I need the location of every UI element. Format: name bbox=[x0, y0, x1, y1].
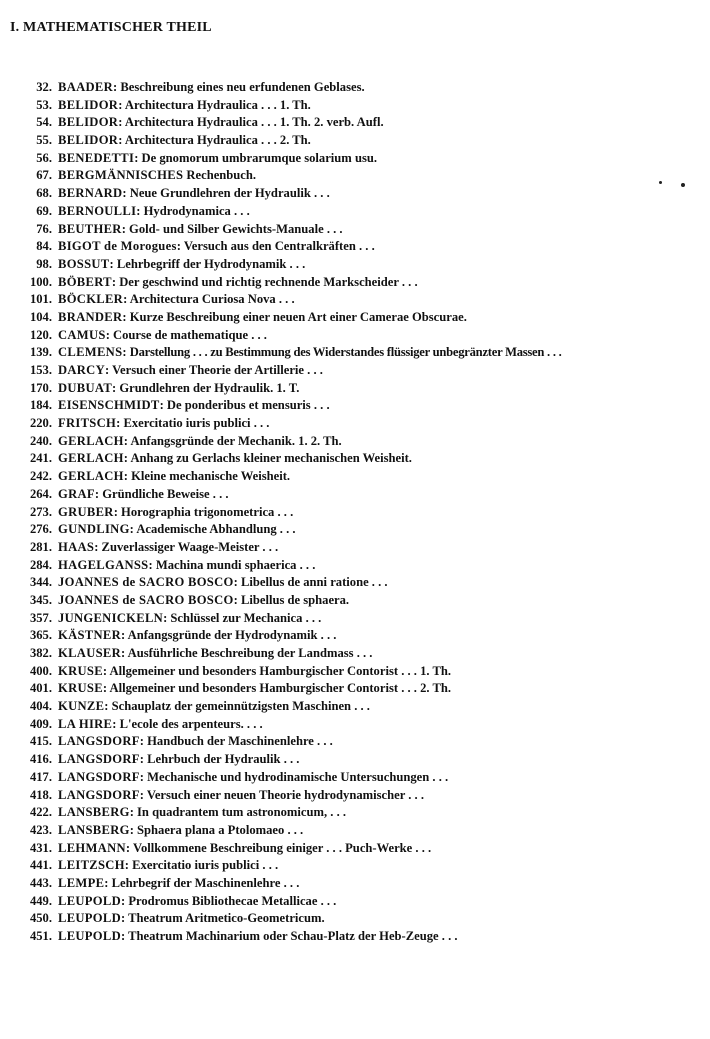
list-item bbox=[14, 362, 710, 380]
entry-title: Rechenbuch. bbox=[186, 168, 257, 183]
entry-text: HAAS: Zuverlassiger Waage-Meister . . . bbox=[58, 539, 279, 554]
entry-number: 139. bbox=[29, 345, 52, 360]
entry-text: GRUBER: Horographia trigonometrica . . . bbox=[58, 504, 294, 519]
entry-author: BÖCKLER bbox=[58, 292, 124, 307]
list-item bbox=[14, 822, 710, 840]
list-item bbox=[14, 857, 710, 875]
list-item bbox=[14, 875, 710, 893]
entry-author: KRUSE bbox=[58, 681, 103, 696]
entry-text: CLEMENS: Darstellung . . . zu Bestimmung des Widerstandes flüssiger unbegränzter Massen . . . bbox=[58, 345, 562, 360]
entry-text: BERNOULLI: Hydrodynamica . . . bbox=[58, 203, 250, 218]
entry-text: BELIDOR: Architectura Hydraulica . . . 1. Th. 2. verb. Aufl. bbox=[58, 115, 384, 130]
entry-title: Horographia trigonometrica . . . bbox=[121, 504, 294, 519]
entry-title: De ponderibus et mensuris . . . bbox=[166, 398, 330, 413]
list-item bbox=[14, 645, 710, 663]
entry-text: KLAUSER: Ausführliche Beschreibung der Landmass . . . bbox=[58, 646, 373, 660]
print-speck bbox=[659, 181, 662, 184]
list-item bbox=[14, 486, 710, 504]
entry-text: BIGOT de Morogues: Versuch aus den Centralkräften . . . bbox=[58, 239, 375, 254]
print-speck bbox=[681, 183, 685, 187]
entry-author: GERLACH bbox=[58, 469, 124, 484]
entry-text: GERLACH: Kleine mechanische Weisheit. bbox=[58, 469, 291, 484]
list-item bbox=[14, 751, 710, 769]
entry-number: 98. bbox=[36, 256, 52, 271]
entry-author: LANGSDORF bbox=[58, 769, 140, 784]
entry-number: 101. bbox=[29, 292, 52, 307]
entry-text: JOANNES de SACRO BOSCO: Libellus de anni ratione . . . bbox=[58, 575, 388, 590]
list-item bbox=[14, 327, 710, 345]
entry-author: BENEDETTI bbox=[58, 150, 135, 165]
entry-number: 422. bbox=[29, 805, 52, 820]
list-item bbox=[14, 804, 710, 822]
list-item bbox=[14, 769, 710, 787]
entry-number: 404. bbox=[29, 699, 52, 714]
entry-author: BÖBERT bbox=[58, 274, 112, 289]
entry-title: Versuch aus den Centralkräften . . . bbox=[183, 239, 375, 254]
entry-text: LANSBERG: Sphaera plana a Ptolomaeo . . . bbox=[58, 822, 304, 837]
entry-title: Anfangsgründe der Mechanik. 1. 2. Th. bbox=[130, 433, 342, 448]
entry-title: Versuch einer Theorie der Artillerie . . . bbox=[112, 363, 323, 377]
entry-title: Architectura Hydraulica . . . 1. Th. 2. verb. Aufl. bbox=[124, 115, 384, 130]
entry-title: Libellus de anni ratione . . . bbox=[240, 575, 388, 590]
entry-text: HAGELGANSS: Machina mundi sphaerica . . . bbox=[58, 557, 316, 572]
list-item bbox=[14, 238, 710, 256]
entry-title: Gold- und Silber Gewichts-Manuale . . . bbox=[129, 221, 343, 236]
entry-author: KLAUSER bbox=[58, 646, 121, 660]
list-item bbox=[14, 309, 710, 327]
entry-text: BAADER: Beschreibung eines neu erfundenen Geblases. bbox=[58, 80, 365, 94]
entry-text: BÖBERT: Der geschwind und richtig rechnende Markscheider . . . bbox=[58, 274, 418, 289]
list-item bbox=[14, 397, 710, 415]
entry-title: Hydrodynamica . . . bbox=[143, 203, 250, 218]
entry-number: 170. bbox=[29, 380, 52, 395]
entry-text: LEUPOLD: Theatrum Machinarium oder Schau-Platz der Heb-Zeuge . . . bbox=[58, 929, 458, 943]
entry-text: GRAF: Gründliche Beweise . . . bbox=[58, 486, 229, 501]
entry-text: BELIDOR: Architectura Hydraulica . . . 2. Th. bbox=[58, 133, 311, 148]
entry-text: BELIDOR: Architectura Hydraulica . . . 1. Th. bbox=[58, 97, 311, 112]
entry-title: Lehrbegrif der Maschinenlehre . . . bbox=[111, 875, 300, 890]
entry-text: GERLACH: Anhang zu Gerlachs kleiner mechanischen Weisheit. bbox=[58, 451, 412, 466]
list-item bbox=[14, 185, 710, 203]
entry-author: JUNGENICKELN bbox=[58, 610, 164, 625]
entry-author: KUNZE bbox=[58, 699, 105, 714]
list-item bbox=[14, 415, 710, 433]
entry-text: BRANDER: Kurze Beschreibung einer neuen Art einer Camerae Obscurae. bbox=[58, 309, 467, 324]
entry-author: LANSBERG bbox=[58, 822, 130, 837]
entry-number: 264. bbox=[29, 486, 52, 501]
entry-title: Kurze Beschreibung einer neuen Art einer Camerae Obscurae. bbox=[129, 309, 467, 324]
entry-text: LANSBERG: In quadrantem tum astronomicum, . . . bbox=[58, 805, 347, 820]
entry-number: 401. bbox=[29, 681, 52, 696]
entry-number: 240. bbox=[29, 433, 52, 448]
entry-number: 68. bbox=[36, 186, 52, 201]
entry-text: LANGSDORF: Handbuch der Maschinenlehre . . . bbox=[58, 734, 333, 749]
entry-text: LEITZSCH: Exercitatio iuris publici . . . bbox=[58, 858, 279, 873]
entry-author: BAADER bbox=[58, 80, 113, 94]
list-item bbox=[14, 928, 710, 946]
entry-text: DARCY: Versuch einer Theorie der Artillerie . . . bbox=[58, 363, 323, 377]
entry-number: 53. bbox=[36, 97, 52, 112]
list-item bbox=[14, 627, 710, 645]
entry-author: LANGSDORF bbox=[58, 734, 140, 749]
entry-title: Architectura Hydraulica . . . 2. Th. bbox=[124, 133, 311, 148]
entry-title: Architectura Curiosa Nova . . . bbox=[129, 292, 295, 307]
entry-author: CAMUS bbox=[58, 327, 106, 342]
entry-title: Allgemeiner und besonders Hamburgischer Contorist . . . 1. Th. bbox=[109, 663, 451, 678]
entry-number: 273. bbox=[29, 504, 52, 519]
entry-author: LEMPE bbox=[58, 875, 105, 890]
entry-title: Ausführliche Beschreibung der Landmass . . . bbox=[127, 646, 373, 660]
entry-text: KUNZE: Schauplatz der gemeinnützigsten Maschinen . . . bbox=[58, 699, 370, 714]
entry-title: Course de mathematique . . . bbox=[113, 327, 267, 342]
entry-text: LANGSDORF: Mechanische und hydrodinamische Untersuchungen . . . bbox=[58, 769, 449, 784]
list-item bbox=[14, 344, 710, 362]
entry-number: 242. bbox=[29, 469, 52, 484]
entry-text: KRUSE: Allgemeiner und besonders Hamburgischer Contorist . . . 2. Th. bbox=[58, 681, 451, 696]
entry-text: KÄSTNER: Anfangsgründe der Hydrodynamik . . . bbox=[58, 628, 337, 643]
entry-title: Handbuch der Maschinenlehre . . . bbox=[147, 734, 333, 749]
entry-number: 450. bbox=[29, 911, 52, 926]
entry-list bbox=[14, 79, 710, 946]
entry-title: Mechanische und hydrodinamische Untersuchungen . . . bbox=[147, 769, 449, 784]
entry-title: Exercitatio iuris publici . . . bbox=[123, 416, 270, 431]
list-item bbox=[14, 521, 710, 539]
entry-text: EISENSCHMIDT: De ponderibus et mensuris . . . bbox=[58, 398, 330, 413]
entry-number: 284. bbox=[29, 557, 52, 572]
entry-number: 276. bbox=[29, 522, 52, 537]
entry-author: GERLACH bbox=[58, 451, 124, 466]
list-item bbox=[14, 450, 710, 468]
entry-author: HAAS bbox=[58, 539, 95, 554]
entry-author: KRUSE bbox=[58, 663, 103, 678]
entry-title: De gnomorum umbrarumque solarium usu. bbox=[141, 150, 377, 165]
entry-title: Theatrum Aritmetico-Geometricum. bbox=[128, 911, 325, 926]
entry-author: BELIDOR bbox=[58, 97, 119, 112]
entry-number: 417. bbox=[29, 769, 52, 784]
entry-title: Kleine mechanische Weisheit. bbox=[131, 469, 291, 484]
entry-author: EISENSCHMIDT bbox=[58, 398, 160, 413]
entry-text: LEUPOLD: Theatrum Aritmetico-Geometricum. bbox=[58, 911, 325, 926]
entry-author: JOANNES de SACRO BOSCO bbox=[58, 592, 234, 607]
entry-number: 56. bbox=[36, 150, 52, 165]
list-item bbox=[14, 380, 710, 398]
entry-title: Lehrbuch der Hydraulik . . . bbox=[147, 752, 300, 767]
entry-author: FRITSCH bbox=[58, 416, 117, 431]
entry-author: BERNOULLI bbox=[58, 203, 137, 218]
entry-number: 76. bbox=[36, 221, 52, 236]
entry-title: Schlüssel zur Mechanica . . . bbox=[170, 610, 322, 625]
entry-author: LANGSDORF bbox=[58, 752, 140, 767]
entry-text: GUNDLING: Academische Abhandlung . . . bbox=[58, 522, 296, 537]
entry-text: BERNARD: Neue Grundlehren der Hydraulik . . . bbox=[58, 186, 330, 201]
entry-text: JUNGENICKELN: Schlüssel zur Mechanica . . . bbox=[58, 610, 322, 625]
entry-number: 120. bbox=[29, 327, 52, 342]
list-item bbox=[14, 150, 710, 168]
entry-number: 54. bbox=[36, 115, 52, 130]
entry-title: Grundlehren der Hydraulik. 1. T. bbox=[119, 380, 300, 395]
list-item bbox=[14, 291, 710, 309]
entry-text: KRUSE: Allgemeiner und besonders Hamburgischer Contorist . . . 1. Th. bbox=[58, 663, 451, 678]
entry-text: CAMUS: Course de mathematique . . . bbox=[58, 327, 267, 342]
list-item bbox=[14, 132, 710, 150]
entry-number: 184. bbox=[29, 398, 52, 413]
entry-title: Beschreibung eines neu erfundenen Geblases. bbox=[120, 80, 365, 94]
entry-number: 357. bbox=[29, 610, 52, 625]
entry-author: KÄSTNER bbox=[58, 628, 121, 643]
entry-title: In quadrantem tum astronomicum, . . . bbox=[137, 805, 347, 820]
list-item bbox=[14, 663, 710, 681]
entry-title: Academische Abhandlung . . . bbox=[136, 522, 296, 537]
entry-author: LANGSDORF bbox=[58, 787, 140, 802]
list-item bbox=[14, 716, 710, 734]
entry-author: BOSSUT bbox=[58, 256, 110, 271]
entry-title: Architectura Hydraulica . . . 1. Th. bbox=[124, 97, 311, 112]
entry-number: 441. bbox=[29, 858, 52, 873]
entry-number: 431. bbox=[29, 840, 52, 855]
entry-text: GERLACH: Anfangsgründe der Mechanik. 1. 2. Th. bbox=[58, 433, 342, 448]
list-item bbox=[14, 893, 710, 911]
entry-title: Exercitatio iuris publici . . . bbox=[132, 858, 279, 873]
entry-author: CLEMENS bbox=[58, 345, 123, 360]
entry-number: 69. bbox=[36, 203, 52, 218]
entry-author: GUNDLING bbox=[58, 522, 130, 537]
entry-number: 344. bbox=[29, 575, 52, 590]
list-item bbox=[14, 256, 710, 274]
entry-text: BOSSUT: Lehrbegriff der Hydrodynamik . . . bbox=[58, 256, 306, 271]
entry-number: 104. bbox=[29, 309, 52, 324]
entry-author: DUBUAT bbox=[58, 380, 113, 395]
list-item bbox=[14, 698, 710, 716]
entry-number: 400. bbox=[29, 663, 52, 678]
entry-author: BIGOT de Morogues bbox=[58, 239, 177, 254]
list-item bbox=[14, 114, 710, 132]
entry-title: Vollkommene Beschreibung einiger . . . Puch-Werke . . . bbox=[133, 840, 432, 855]
entry-text: LA HIRE: L'ecole des arpenteurs. . . . bbox=[58, 716, 263, 731]
entry-number: 365. bbox=[29, 628, 52, 643]
entry-author: GERLACH bbox=[58, 433, 124, 448]
entry-title: Versuch einer neuen Theorie hydrodynamischer . . . bbox=[146, 787, 424, 802]
list-item bbox=[14, 97, 710, 115]
entry-text bbox=[58, 167, 256, 185]
entry-number: 451. bbox=[29, 929, 52, 943]
entry-author: BRANDER bbox=[58, 309, 123, 324]
list-item bbox=[14, 610, 710, 628]
entry-title: Theatrum Machinarium oder Schau-Platz der Heb-Zeuge . . . bbox=[128, 929, 458, 943]
entry-author: LEITZSCH bbox=[58, 858, 125, 873]
entry-author: BELIDOR bbox=[58, 133, 119, 148]
entry-number: 409. bbox=[29, 716, 52, 731]
entry-author: DARCY bbox=[58, 363, 105, 377]
entry-title: Sphaera plana a Ptolomaeo . . . bbox=[137, 822, 304, 837]
entry-text: BENEDETTI: De gnomorum umbrarumque solarium usu. bbox=[58, 150, 377, 165]
entry-title: Allgemeiner und besonders Hamburgischer Contorist . . . 2. Th. bbox=[109, 681, 451, 696]
list-item bbox=[14, 592, 710, 610]
entry-title: Gründliche Beweise . . . bbox=[102, 486, 229, 501]
list-item bbox=[14, 433, 710, 451]
entry-number: 443. bbox=[29, 875, 52, 890]
entry-number: 281. bbox=[29, 539, 52, 554]
entry-text: LEMPE: Lehrbegrif der Maschinenlehre . . . bbox=[58, 875, 300, 890]
list-item bbox=[14, 203, 710, 221]
entry-number: 345. bbox=[29, 592, 52, 607]
entry-number: 423. bbox=[29, 822, 52, 837]
entry-author: LEUPOLD bbox=[58, 929, 121, 943]
entry-text: DUBUAT: Grundlehren der Hydraulik. 1. T. bbox=[58, 380, 300, 395]
entry-author: BERGMÄNNISCHES bbox=[58, 168, 184, 183]
entry-author: BELIDOR bbox=[58, 115, 119, 130]
entry-number: 418. bbox=[29, 787, 52, 802]
list-item bbox=[14, 221, 710, 239]
entry-title: Darstellung . . . zu Bestimmung des Widerstandes flüssiger unbegränzter Massen . . . bbox=[129, 345, 562, 360]
entry-number: 382. bbox=[29, 646, 52, 660]
list-item bbox=[14, 840, 710, 858]
entry-author: LANSBERG bbox=[58, 805, 130, 820]
list-item bbox=[14, 787, 710, 805]
entry-number: 32. bbox=[36, 80, 52, 94]
entry-number: 153. bbox=[29, 363, 52, 377]
entry-title: Libellus de sphaera. bbox=[240, 592, 350, 607]
entry-author: BEUTHER bbox=[58, 221, 122, 236]
entry-number: 100. bbox=[29, 274, 52, 289]
list-item bbox=[14, 733, 710, 751]
entry-number: 67. bbox=[36, 168, 52, 183]
entry-title: Machina mundi sphaerica . . . bbox=[155, 557, 316, 572]
entry-title: Neue Grundlehren der Hydraulik . . . bbox=[129, 186, 330, 201]
entry-number: 84. bbox=[36, 239, 52, 254]
entry-number: 416. bbox=[29, 752, 52, 767]
entry-number: 55. bbox=[36, 133, 52, 148]
list-item bbox=[14, 680, 710, 698]
entry-title: L'ecole des arpenteurs. . . . bbox=[119, 716, 263, 731]
entry-title: Zuverlassiger Waage-Meister . . . bbox=[101, 539, 279, 554]
entry-text: JOANNES de SACRO BOSCO: Libellus de sphaera. bbox=[58, 592, 350, 607]
entry-author: GRUBER bbox=[58, 504, 114, 519]
entry-author: JOANNES de SACRO BOSCO bbox=[58, 575, 234, 590]
entry-author: GRAF bbox=[58, 486, 95, 501]
entry-title: Anfangsgründe der Hydrodynamik . . . bbox=[127, 628, 337, 643]
list-item bbox=[14, 539, 710, 557]
entry-title: Anhang zu Gerlachs kleiner mechanischen Weisheit. bbox=[130, 451, 412, 466]
list-item bbox=[14, 274, 710, 292]
list-item bbox=[14, 557, 710, 575]
entry-text: LEHMANN: Vollkommene Beschreibung einiger . . . Puch-Werke . . . bbox=[58, 840, 432, 855]
entry-author: HAGELGANSS bbox=[58, 557, 149, 572]
entry-author: LA HIRE bbox=[58, 716, 113, 731]
entry-author: BERNARD bbox=[58, 186, 123, 201]
entry-number: 220. bbox=[29, 416, 52, 431]
entry-author: LEHMANN bbox=[58, 840, 126, 855]
entry-number: 415. bbox=[29, 734, 52, 749]
entry-title: Lehrbegriff der Hydrodynamik . . . bbox=[116, 256, 306, 271]
entry-text: BÖCKLER: Architectura Curiosa Nova . . . bbox=[58, 292, 295, 307]
entry-text: FRITSCH: Exercitatio iuris publici . . . bbox=[58, 416, 270, 431]
list-item bbox=[14, 468, 710, 486]
entry-title: Schauplatz der gemeinnützigsten Maschinen . . . bbox=[111, 699, 370, 714]
list-item bbox=[14, 79, 710, 97]
list-item bbox=[14, 504, 710, 522]
entry-text: LEUPOLD: Prodromus Bibliothecae Metallicae . . . bbox=[58, 893, 337, 908]
entry-title: Prodromus Bibliothecae Metallicae . . . bbox=[128, 893, 337, 908]
entry-text: LANGSDORF: Lehrbuch der Hydraulik . . . bbox=[58, 752, 300, 767]
list-item bbox=[14, 574, 710, 592]
entry-number: 241. bbox=[29, 451, 52, 466]
entry-title: Der geschwind und richtig rechnende Markscheider . . . bbox=[119, 274, 418, 289]
entry-author: LEUPOLD bbox=[58, 893, 121, 908]
entry-text: BEUTHER: Gold- und Silber Gewichts-Manuale . . . bbox=[58, 221, 343, 236]
entry-author: LEUPOLD bbox=[58, 911, 121, 926]
list-item bbox=[14, 167, 710, 185]
entry-text: LANGSDORF: Versuch einer neuen Theorie hydrodynamischer . . . bbox=[58, 787, 424, 802]
entry-number: 449. bbox=[29, 893, 52, 908]
section-heading: I. MATHEMATISCHER THEIL bbox=[10, 20, 212, 35]
list-item bbox=[14, 910, 710, 928]
